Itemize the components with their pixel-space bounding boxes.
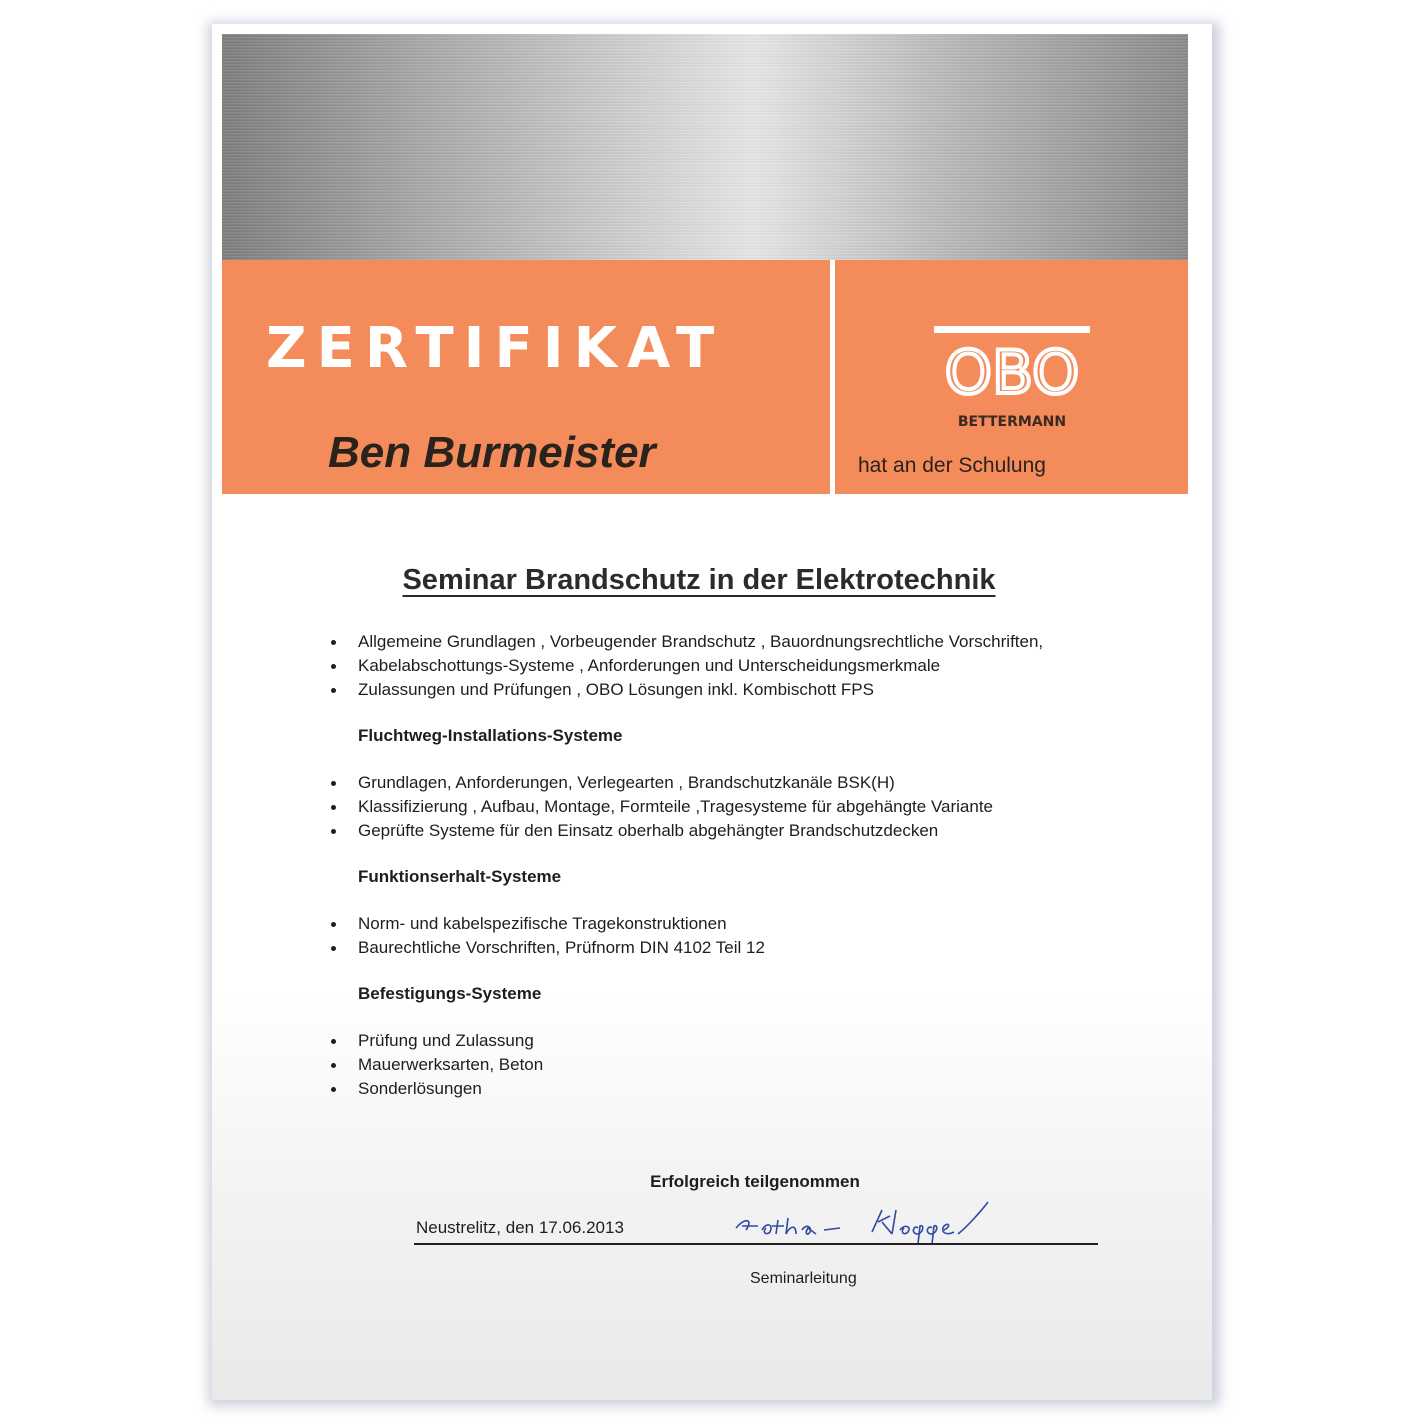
list-item: Geprüfte Systeme für den Einsatz oberhalb abgehängter Brandschutzdecken	[326, 819, 993, 843]
certificate-title: ZERTIFIKAT	[266, 316, 725, 381]
topic-list-funktionserhalt	[326, 912, 765, 960]
handwritten-signature	[732, 1196, 1012, 1248]
list-item: Mauerwerksarten, Beton	[326, 1053, 543, 1077]
brushed-metal-banner	[222, 34, 1188, 260]
certificate-sheet	[212, 24, 1212, 1400]
list-item: Baurechtliche Vorschriften, Prüfnorm DIN 4102 Teil 12	[326, 936, 765, 960]
signature-role: Seminarleitung	[750, 1270, 857, 1287]
list-item: Prüfung und Zulassung	[326, 1029, 543, 1053]
section-heading-funktionserhalt: Funktionserhalt-Systeme	[358, 867, 562, 886]
section-heading-fluchtweg: Fluchtweg-Installations-Systeme	[358, 726, 623, 745]
topic-list-fluchtweg	[326, 771, 993, 843]
list-item: Sonderlösungen	[326, 1077, 543, 1101]
list-item: Grundlagen, Anforderungen, Verlegearten , Brandschutzkanäle BSK(H)	[326, 771, 993, 795]
result-text: Erfolgreich teilgenommen	[650, 1172, 860, 1191]
topic-list-general	[326, 630, 1043, 702]
topic-list-befestigung	[326, 1029, 543, 1101]
recipient-name: Ben Burmeister	[328, 428, 656, 477]
signature-line	[414, 1243, 1098, 1245]
list-item: Allgemeine Grundlagen , Vorbeugender Brandschutz , Bauordnungsrechtliche Vorschriften,	[326, 630, 1043, 654]
place-date: Neustrelitz, den 17.06.2013	[416, 1218, 624, 1237]
list-item: Zulassungen und Prüfungen , OBO Lösungen inkl. Kombischott FPS	[326, 678, 1043, 702]
logo-wordmark: OBO	[944, 338, 1080, 408]
list-item: Klassifizierung , Aufbau, Montage, Formteile ,Tragesysteme für abgehängte Variante	[326, 795, 993, 819]
section-heading-befestigung: Befestigungs-Systeme	[358, 984, 542, 1003]
list-item: Norm- und kabelspezifische Tragekonstruktionen	[326, 912, 765, 936]
seminar-title: Seminar Brandschutz in der Elektrotechnik	[402, 564, 996, 596]
logo-subtext: BETTERMANN	[957, 414, 1067, 430]
list-item: Kabelabschottungs-Systeme , Anforderungen und Unterscheidungsmerkmale	[326, 654, 1043, 678]
intro-text: hat an der Schulung	[858, 454, 1046, 477]
obo-logo	[934, 326, 1090, 430]
